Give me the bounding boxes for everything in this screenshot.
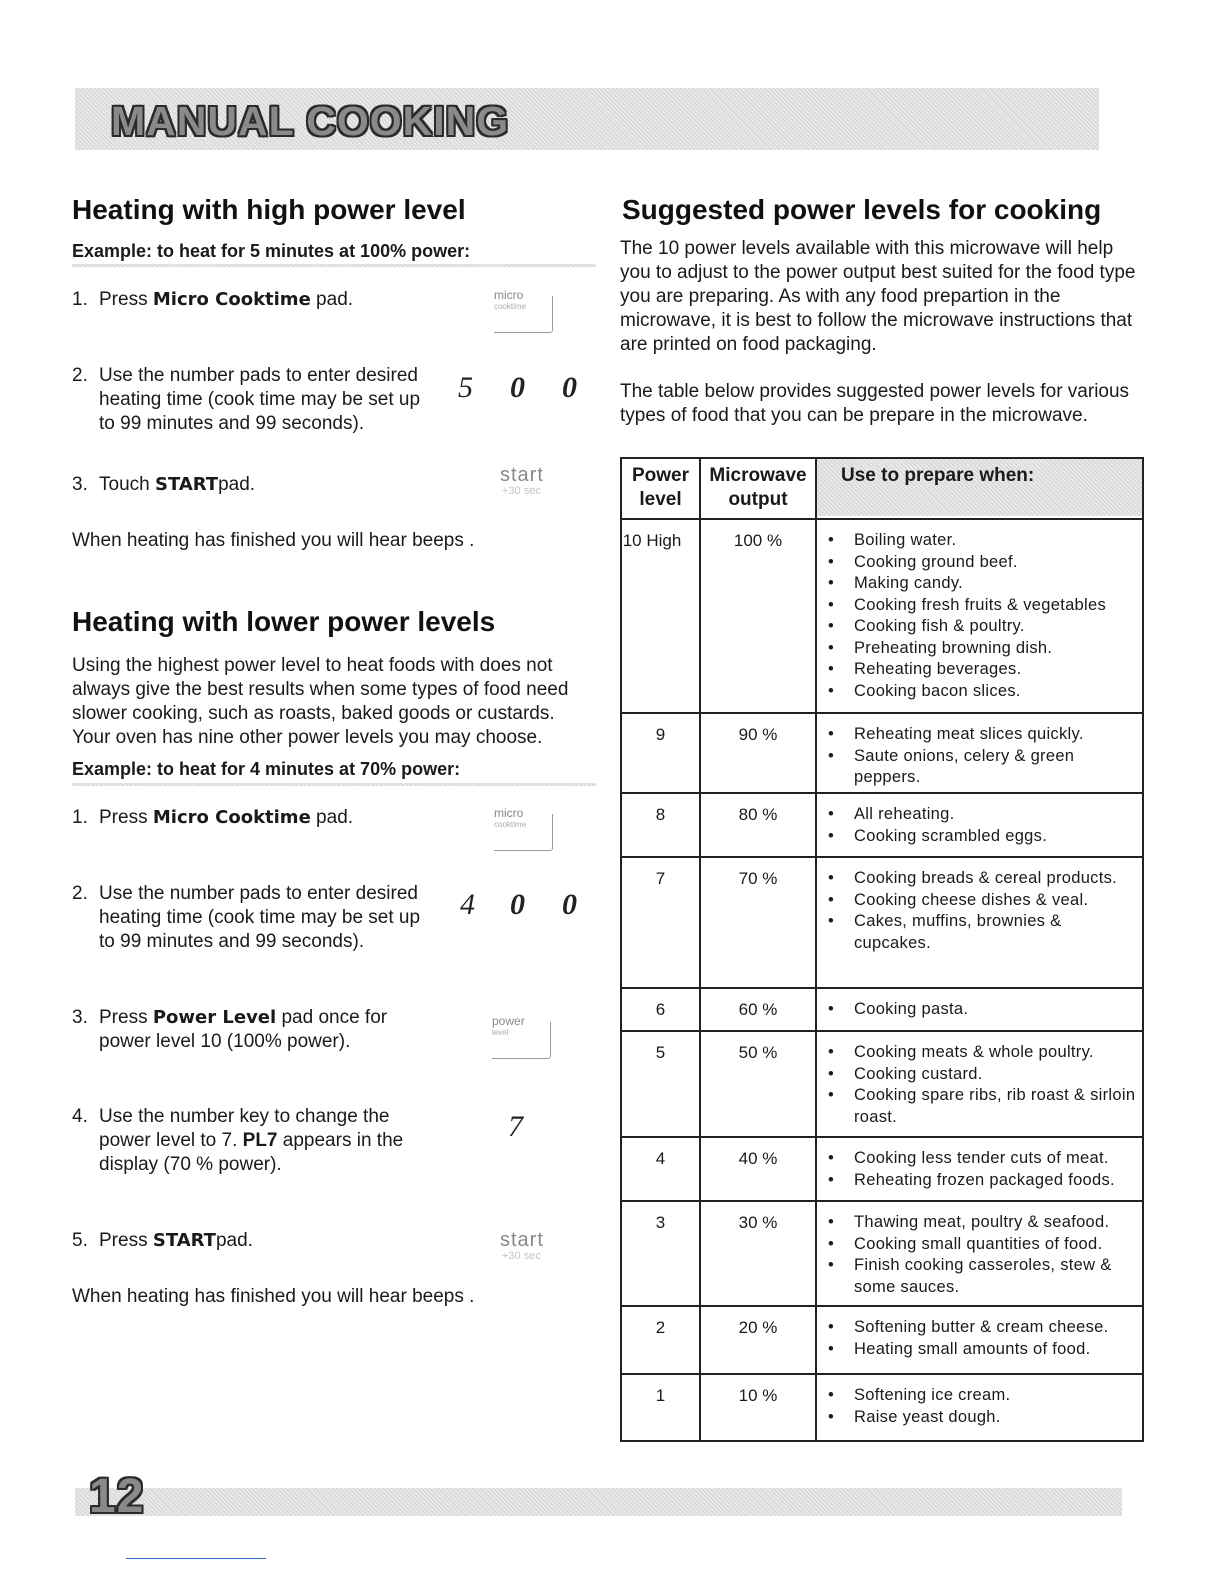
cell-microwave-output: 100 % [733, 531, 783, 550]
bullet-icon: • [828, 1234, 835, 1253]
bullet-icon: • [828, 1213, 835, 1231]
use-list-item [824, 1234, 1142, 1256]
bullet-icon: • [828, 1149, 835, 1167]
divider [72, 264, 596, 267]
digit-5: 5 [458, 371, 473, 404]
use-list-item [824, 1064, 1142, 1086]
divider [72, 783, 596, 786]
page-number: 12 [89, 1470, 145, 1523]
bullet-icon: • [828, 660, 835, 678]
start-pad-icon: start +30 sec [500, 1229, 544, 1262]
use-text: Cooking custard. [854, 1064, 983, 1083]
cell-microwave-output: 90 % [738, 725, 778, 744]
bullet-icon: • [828, 890, 835, 909]
use-text: Cooking spare ribs, rib roast & sirloin roast. [854, 1086, 1136, 1126]
cell-power-level: 5 [655, 1043, 666, 1062]
use-text: Softening butter & cream cheese. [854, 1318, 1109, 1336]
use-text: Cooking less tender cuts of meat. [854, 1149, 1109, 1167]
use-text: Cooking fish & poultry. [854, 617, 1025, 635]
cell-power-level: 6 [655, 1000, 666, 1019]
bullet-icon: • [828, 1000, 835, 1018]
cell-use-list [824, 1148, 1142, 1191]
cell-microwave-output: 50 % [738, 1043, 778, 1062]
use-text: Cooking scrambled eggs. [854, 826, 1048, 845]
use-list-item [824, 890, 1142, 912]
heading-high-power: Heating with high power level [72, 194, 466, 225]
use-text: Cooking cheese dishes & veal. [854, 890, 1089, 909]
use-list-item [824, 573, 1142, 595]
bullet-icon: • [828, 725, 835, 743]
use-text: Cooking fresh fruits & vegetables [854, 595, 1107, 614]
use-text: Softening ice cream. [854, 1386, 1011, 1404]
cell-use-list [824, 1385, 1142, 1428]
cell-power-level: 8 [655, 805, 666, 824]
use-text: Making candy. [854, 574, 964, 592]
use-text: Cooking meats & whole poultry. [854, 1043, 1094, 1061]
use-list-item [824, 1407, 1142, 1429]
use-list-item [824, 595, 1142, 617]
bullet-icon: • [828, 552, 835, 571]
bullet-icon: • [828, 1064, 835, 1083]
cell-use-list [824, 530, 1142, 702]
step-lower-2: 2. Use the number pads to enter desired heating time (cook time may be set up to 99 minutes and 99 seconds). [72, 883, 421, 952]
use-list-item [824, 1042, 1142, 1064]
use-list-item [824, 746, 1142, 789]
cell-microwave-output: 10 % [738, 1386, 778, 1405]
header-microwave-output: Microwave output [709, 465, 807, 510]
section-banner [75, 88, 1099, 150]
bullet-icon: • [828, 912, 835, 930]
cell-use-list [824, 999, 1142, 1021]
use-list-item [824, 552, 1142, 574]
cell-microwave-output: 30 % [738, 1213, 778, 1232]
bullet-icon: • [828, 574, 835, 592]
step-high-2: 2. Use the number pads to enter desired heating time (cook time may be set up to 99 minutes and 99 seconds). [72, 365, 421, 434]
suggested-intro: The 10 power levels available with this microwave will help you to adjust to the power output best suited for the food type you are preparing. As with any food prepartion in the microwave, it is best to follow the microwave instructions that are printed on food packaging. [620, 238, 1136, 355]
table-row [622, 987, 1142, 1032]
use-list-item [824, 1212, 1142, 1234]
cell-microwave-output: 40 % [738, 1149, 778, 1168]
bullet-icon: • [828, 1318, 835, 1336]
bullet-icon: • [828, 1339, 835, 1358]
cell-use-list [824, 724, 1142, 789]
cell-microwave-output: 20 % [738, 1318, 778, 1337]
micro-cooktime-pad-icon: micro cooktime [494, 288, 556, 336]
cell-power-level: 4 [655, 1149, 666, 1168]
cell-power-level: 9 [655, 725, 666, 744]
table-row [622, 1200, 1142, 1307]
cell-use-list [824, 1212, 1142, 1298]
use-list-item [824, 826, 1142, 848]
use-text: Preheating browning dish. [854, 638, 1053, 657]
use-text: Cakes, muffins, brownies & cupcakes. [854, 912, 1062, 952]
use-list-item [824, 999, 1142, 1021]
step-lower-3: 3. Press Power Level pad once for power level 10 (100% power). [72, 1007, 388, 1052]
finish-note-lower: When heating has finished you will hear beeps . [72, 1286, 475, 1307]
bullet-icon: • [828, 826, 835, 845]
use-list-item [824, 638, 1142, 660]
use-text: Reheating beverages. [854, 660, 1022, 678]
bullet-icon: • [828, 1386, 835, 1404]
use-list-item [824, 868, 1142, 890]
use-text: Heating small amounts of food. [854, 1339, 1091, 1358]
use-text: Cooking bacon slices. [854, 681, 1021, 700]
use-list-item [824, 724, 1142, 746]
heading-suggested-levels: Suggested power levels for cooking [622, 194, 1102, 225]
digit-0: 0 [510, 371, 525, 404]
use-list-item [824, 616, 1142, 638]
cell-microwave-output: 80 % [738, 805, 778, 824]
cell-power-level: 2 [655, 1318, 666, 1337]
heading-lower-power: Heating with lower power levels [72, 606, 496, 637]
cell-power-level: 7 [655, 869, 666, 888]
use-text: Cooking pasta. [854, 1000, 969, 1018]
use-text: Cooking breads & cereal products. [854, 869, 1118, 887]
table-row [622, 518, 1142, 714]
digit-0: 0 [562, 888, 577, 921]
bullet-icon: • [828, 805, 835, 823]
micro-cooktime-pad-icon: micro cooktime [494, 806, 556, 854]
bullet-icon: • [828, 1256, 835, 1274]
table-row [622, 856, 1142, 989]
use-text: Thawing meat, poultry & seafood. [854, 1213, 1110, 1231]
cell-use-list [824, 1317, 1142, 1360]
lower-power-intro: Using the highest power level to heat foods with does not always give the best results when some types of food need slower cooking, such as roasts, baked goods or custards. Your oven has nine other power levels you may choose. [72, 655, 569, 748]
cell-power-level: 3 [655, 1213, 666, 1232]
bullet-icon: • [828, 746, 835, 765]
use-list-item [824, 1339, 1142, 1361]
digit-7: 7 [508, 1110, 523, 1143]
use-list-item [824, 681, 1142, 703]
step-lower-4: 4. Use the number key to change the power level to 7. PL7 appears in the display (70 % power). [72, 1106, 404, 1175]
use-list-item [824, 1385, 1142, 1407]
use-text: Finish cooking casseroles, stew & some sauces. [854, 1256, 1112, 1296]
use-list-item [824, 1317, 1142, 1339]
header-power-level: Power level [631, 465, 690, 510]
digit-0: 0 [562, 371, 577, 404]
use-list-item [824, 911, 1142, 954]
use-text: Saute onions, celery & green peppers. [854, 746, 1075, 786]
table-row [622, 1136, 1142, 1202]
cell-power-level: 1 [655, 1386, 666, 1405]
use-list-item [824, 1255, 1142, 1298]
use-text: Cooking ground beef. [854, 552, 1018, 571]
use-list-item [824, 1085, 1142, 1128]
bullet-icon: • [828, 531, 835, 549]
use-text: Cooking small quantities of food. [854, 1234, 1103, 1253]
table-row [622, 712, 1142, 794]
use-text: Raise yeast dough. [854, 1407, 1001, 1426]
bullet-icon: • [828, 1407, 835, 1426]
example-high-power: Example: to heat for 5 minutes at 100% power: [72, 241, 471, 261]
use-list-item [824, 1148, 1142, 1170]
link-underline [126, 1558, 266, 1559]
use-list-item [824, 530, 1142, 552]
cell-power-level: 10 High [622, 531, 682, 550]
bullet-icon: • [828, 595, 835, 614]
table-row [622, 1305, 1142, 1375]
bullet-icon: • [828, 617, 835, 635]
cell-microwave-output: 60 % [738, 1000, 778, 1019]
table-row [622, 792, 1142, 858]
use-list-item [824, 804, 1142, 826]
bullet-icon: • [828, 681, 835, 700]
cell-use-list [824, 804, 1142, 847]
start-pad-icon: start +30 sec [500, 464, 544, 497]
cell-microwave-output: 70 % [738, 869, 778, 888]
header-use-to-prepare: Use to prepare when: [817, 459, 1142, 516]
example-lower-power: Example: to heat for 4 minutes at 70% power: [72, 759, 461, 779]
footer-bar [75, 1488, 1122, 1516]
power-level-pad-icon: power level [492, 1014, 554, 1062]
finish-note-high: When heating has finished you will hear beeps . [72, 530, 475, 551]
page-title: MANUAL COOKING [111, 98, 510, 144]
digit-4: 4 [460, 888, 475, 921]
use-text: Reheating meat slices quickly. [854, 725, 1084, 743]
bullet-icon: • [828, 1043, 835, 1061]
bullet-icon: • [828, 1086, 835, 1104]
use-text: Boiling water. [854, 531, 957, 549]
use-list-item [824, 659, 1142, 681]
table-row [622, 1373, 1142, 1440]
bullet-icon: • [828, 1170, 835, 1189]
use-text: All reheating. [854, 805, 955, 823]
bullet-icon: • [828, 638, 835, 657]
use-text: Reheating frozen packaged foods. [854, 1170, 1115, 1189]
table-intro: The table below provides suggested power levels for various types of food that you can be prepare in the microwave. [620, 381, 1130, 426]
cell-use-list [824, 1042, 1142, 1128]
use-list-item [824, 1170, 1142, 1192]
bullet-icon: • [828, 869, 835, 887]
cell-use-list [824, 868, 1142, 954]
table-row [622, 1030, 1142, 1138]
power-level-table [620, 457, 1144, 1442]
digit-0: 0 [510, 888, 525, 921]
